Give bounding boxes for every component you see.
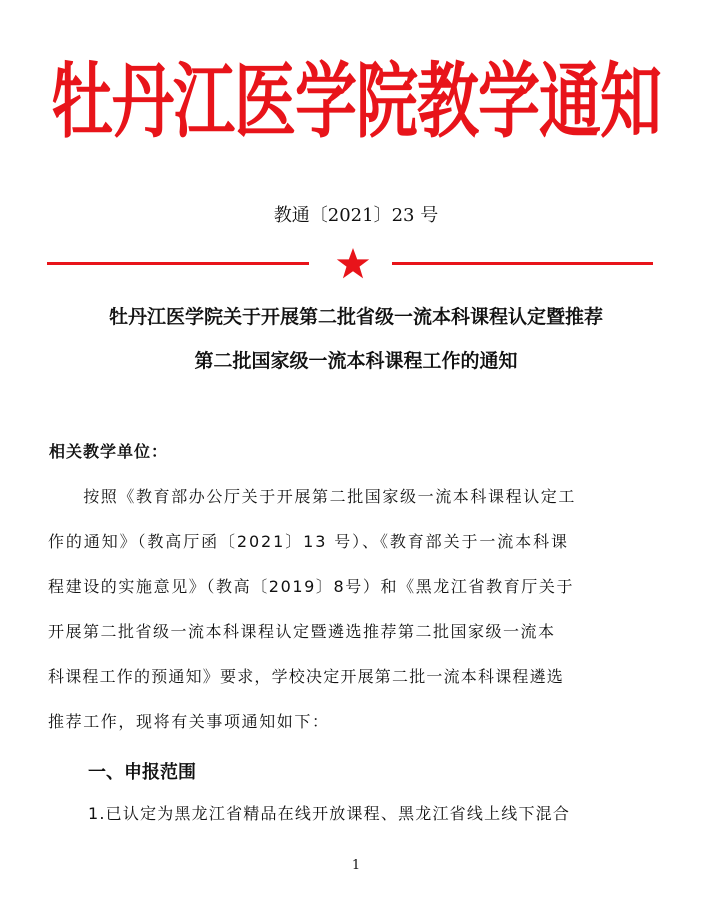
document-number: 教通〔2021〕23 号 [273,205,439,226]
red-divider-left [47,262,309,265]
notice-title-line-1: 牡丹江医学院关于开展第二批省级一流本科课程认定暨推荐 [108,306,603,328]
star-icon [335,246,371,282]
masthead-title: 牡丹江医学院教学通知 [50,53,661,150]
body-line: 程建设的实施意见》（教高〔2019〕8号）和《黑龙江省教育厅关于 [48,577,575,596]
red-divider-right [392,262,653,265]
section-heading: 一、申报范围 [88,762,196,783]
item-line: 1.已认定为黑龙江省精品在线开放课程、黑龙江省线上线下混合 [88,804,571,823]
body-line: 推荐工作，现将有关事项通知如下： [48,712,330,731]
body-line: 科课程工作的预通知》要求，学校决定开展第二批一流本科课程遴选 [48,667,565,686]
notice-title-line-2: 第二批国家级一流本科课程工作的通知 [194,350,518,372]
body-line: 开展第二批省级一流本科课程认定暨遴选推荐第二批国家级一流本 [48,622,556,641]
body-line: 作的通知》（教高厅函〔2021〕13 号）、《教育部关于一流本科课 [48,532,569,551]
page-number: 1 [351,858,361,873]
salutation: 相关教学单位： [49,442,169,461]
body-line: 按照《教育部办公厅关于开展第二批国家级一流本科课程认定工 [48,487,577,506]
